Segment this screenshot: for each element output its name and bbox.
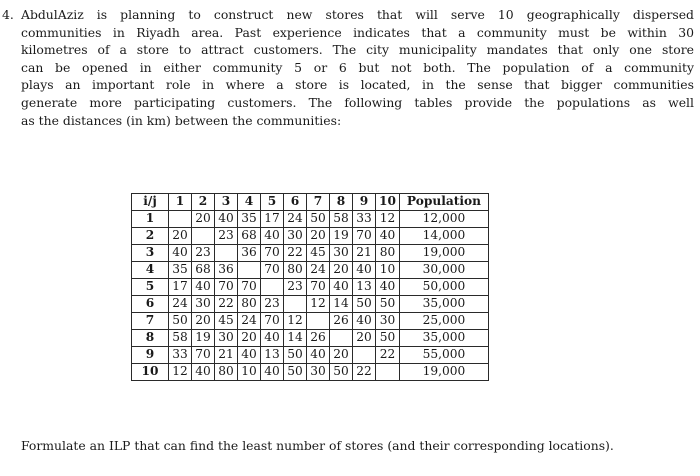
distance-cell: 26 — [330, 313, 353, 330]
row-header: 6 — [132, 296, 169, 313]
column-header: 4 — [238, 194, 261, 211]
column-header: 1 — [169, 194, 192, 211]
distance-cell: 50 — [376, 330, 400, 347]
table-row — [132, 279, 489, 296]
distance-cell: 20 — [307, 228, 330, 245]
distance-cell: 20 — [169, 228, 192, 245]
distance-cell — [261, 279, 284, 296]
problem-statement — [2, 6, 694, 129]
row-header: 9 — [132, 347, 169, 364]
paragraph-line-3: kilometres of a store to attract customers. The city municipality mandates that only one store — [21, 42, 694, 58]
distance-cell: 12 — [376, 211, 400, 228]
distance-cell: 14 — [330, 296, 353, 313]
distance-cell: 50 — [169, 313, 192, 330]
population-cell: 50,000 — [399, 279, 488, 296]
population-cell: 35,000 — [399, 330, 488, 347]
distance-cell: 40 — [330, 279, 353, 296]
distance-cell: 50 — [330, 364, 353, 381]
distance-cell: 12 — [284, 313, 307, 330]
distance-cell: 35 — [238, 211, 261, 228]
row-header: 8 — [132, 330, 169, 347]
distance-cell: 58 — [169, 330, 192, 347]
distance-cell: 30 — [376, 313, 400, 330]
distance-cell: 45 — [307, 245, 330, 262]
population-cell: 19,000 — [399, 245, 488, 262]
distance-cell: 24 — [169, 296, 192, 313]
distance-cell: 40 — [215, 211, 238, 228]
population-cell: 35,000 — [399, 296, 488, 313]
column-header: 10 — [376, 194, 400, 211]
distance-cell: 40 — [376, 279, 400, 296]
distance-cell: 30 — [192, 296, 215, 313]
distance-cell: 14 — [284, 330, 307, 347]
paragraph-line-7: as the distances (in km) between the communities: — [21, 112, 342, 128]
distance-cell: 23 — [192, 245, 215, 262]
distance-cell: 70 — [307, 279, 330, 296]
distance-cell: 26 — [307, 330, 330, 347]
population-cell: 19,000 — [399, 364, 488, 381]
distance-cell: 24 — [238, 313, 261, 330]
distance-cell: 58 — [330, 211, 353, 228]
population-header: Population — [399, 194, 488, 211]
distance-population-table — [131, 193, 489, 381]
distance-cell: 70 — [261, 245, 284, 262]
distance-cell: 40 — [169, 245, 192, 262]
distance-cell: 80 — [284, 262, 307, 279]
distance-cell: 68 — [192, 262, 215, 279]
distance-cell: 10 — [238, 364, 261, 381]
distance-cell: 70 — [192, 347, 215, 364]
table-row — [132, 296, 489, 313]
row-header: 3 — [132, 245, 169, 262]
distance-cell: 50 — [284, 364, 307, 381]
table-header-row — [132, 194, 489, 211]
paragraph-line-1: 4. AbdulAziz is planning to construct new stores that will serve 10 geographically dispersed — [2, 7, 694, 22]
distance-cell: 13 — [353, 279, 376, 296]
distance-cell: 36 — [238, 245, 261, 262]
distance-cell: 22 — [353, 364, 376, 381]
distance-cell: 30 — [215, 330, 238, 347]
distance-cell: 20 — [192, 313, 215, 330]
column-header: 7 — [307, 194, 330, 211]
column-header: 9 — [353, 194, 376, 211]
table-row — [132, 313, 489, 330]
row-header: 2 — [132, 228, 169, 245]
distance-cell: 70 — [238, 279, 261, 296]
distance-cell: 33 — [169, 347, 192, 364]
distance-cell: 20 — [238, 330, 261, 347]
distance-cell: 30 — [284, 228, 307, 245]
column-header: 5 — [261, 194, 284, 211]
distance-cell: 70 — [261, 262, 284, 279]
distance-cell: 24 — [307, 262, 330, 279]
distance-cell: 68 — [238, 228, 261, 245]
distance-cell — [284, 296, 307, 313]
distance-cell: 40 — [238, 347, 261, 364]
distance-cell: 20 — [192, 211, 215, 228]
distance-cell: 21 — [353, 245, 376, 262]
row-header: 7 — [132, 313, 169, 330]
distance-cell: 50 — [307, 211, 330, 228]
distance-cell: 22 — [376, 347, 400, 364]
distance-cell: 80 — [238, 296, 261, 313]
paragraph-line-6: generate more participating customers. The following tables provide the populations as well — [21, 94, 694, 110]
distance-cell: 50 — [353, 296, 376, 313]
distance-cell: 40 — [376, 228, 400, 245]
distance-cell — [376, 364, 400, 381]
distance-cell: 23 — [284, 279, 307, 296]
row-header: 10 — [132, 364, 169, 381]
distance-cell — [307, 313, 330, 330]
table-row — [132, 347, 489, 364]
distance-cell: 22 — [215, 296, 238, 313]
distance-cell — [215, 245, 238, 262]
distance-cell: 50 — [376, 296, 400, 313]
question-number: 4. — [2, 7, 14, 22]
population-cell: 30,000 — [399, 262, 488, 279]
distance-cell: 70 — [353, 228, 376, 245]
table-row — [132, 211, 489, 228]
distance-cell: 12 — [169, 364, 192, 381]
distance-cell — [169, 211, 192, 228]
distance-cell: 40 — [353, 313, 376, 330]
population-cell: 55,000 — [399, 347, 488, 364]
distance-cell — [192, 228, 215, 245]
distance-cell: 80 — [215, 364, 238, 381]
distance-cell: 70 — [215, 279, 238, 296]
table-body — [132, 211, 489, 381]
instruction-text: Formulate an ILP that can find the least number of stores (and their corresponding locations). — [21, 438, 614, 453]
distance-cell: 30 — [307, 364, 330, 381]
distance-cell: 20 — [330, 262, 353, 279]
distance-cell: 80 — [376, 245, 400, 262]
distance-cell — [330, 330, 353, 347]
paragraph-line-5: plays an important role in where a store is located, in the sense that bigger communities — [21, 77, 694, 93]
distance-cell: 20 — [330, 347, 353, 364]
distance-cell: 12 — [307, 296, 330, 313]
distance-cell: 40 — [353, 262, 376, 279]
distance-cell: 23 — [261, 296, 284, 313]
column-header: 6 — [284, 194, 307, 211]
distance-cell: 17 — [169, 279, 192, 296]
paragraph-line-4: can be opened in either community 5 or 6 but not both. The population of a community — [21, 59, 694, 75]
table-row — [132, 364, 489, 381]
distance-cell: 40 — [261, 364, 284, 381]
row-header: 5 — [132, 279, 169, 296]
corner-header: i/j — [132, 194, 169, 211]
table-row — [132, 262, 489, 279]
distance-cell: 19 — [330, 228, 353, 245]
table-row — [132, 245, 489, 262]
table-row — [132, 228, 489, 245]
table-row — [132, 330, 489, 347]
distance-cell: 70 — [261, 313, 284, 330]
distance-cell: 40 — [261, 228, 284, 245]
distance-cell — [238, 262, 261, 279]
distance-cell: 10 — [376, 262, 400, 279]
distance-cell: 33 — [353, 211, 376, 228]
distance-cell: 30 — [330, 245, 353, 262]
population-cell: 14,000 — [399, 228, 488, 245]
distance-cell: 17 — [261, 211, 284, 228]
distance-cell: 19 — [192, 330, 215, 347]
column-header: 8 — [330, 194, 353, 211]
distance-cell: 35 — [169, 262, 192, 279]
distance-cell: 36 — [215, 262, 238, 279]
population-cell: 12,000 — [399, 211, 488, 228]
column-header: 2 — [192, 194, 215, 211]
population-cell: 25,000 — [399, 313, 488, 330]
distance-cell: 40 — [307, 347, 330, 364]
distance-cell: 20 — [353, 330, 376, 347]
distance-cell: 23 — [215, 228, 238, 245]
column-header: 3 — [215, 194, 238, 211]
distance-cell: 24 — [284, 211, 307, 228]
distance-cell: 40 — [261, 330, 284, 347]
paragraph-line-2: communities in Riyadh area. Past experience indicates that a community must be within 30 — [21, 24, 694, 40]
distance-cell: 21 — [215, 347, 238, 364]
distance-cell: 50 — [284, 347, 307, 364]
distance-cell — [353, 347, 376, 364]
distance-cell: 40 — [192, 364, 215, 381]
distance-cell: 13 — [261, 347, 284, 364]
distance-cell: 22 — [284, 245, 307, 262]
distance-cell: 45 — [215, 313, 238, 330]
row-header: 1 — [132, 211, 169, 228]
distance-cell: 40 — [192, 279, 215, 296]
row-header: 4 — [132, 262, 169, 279]
